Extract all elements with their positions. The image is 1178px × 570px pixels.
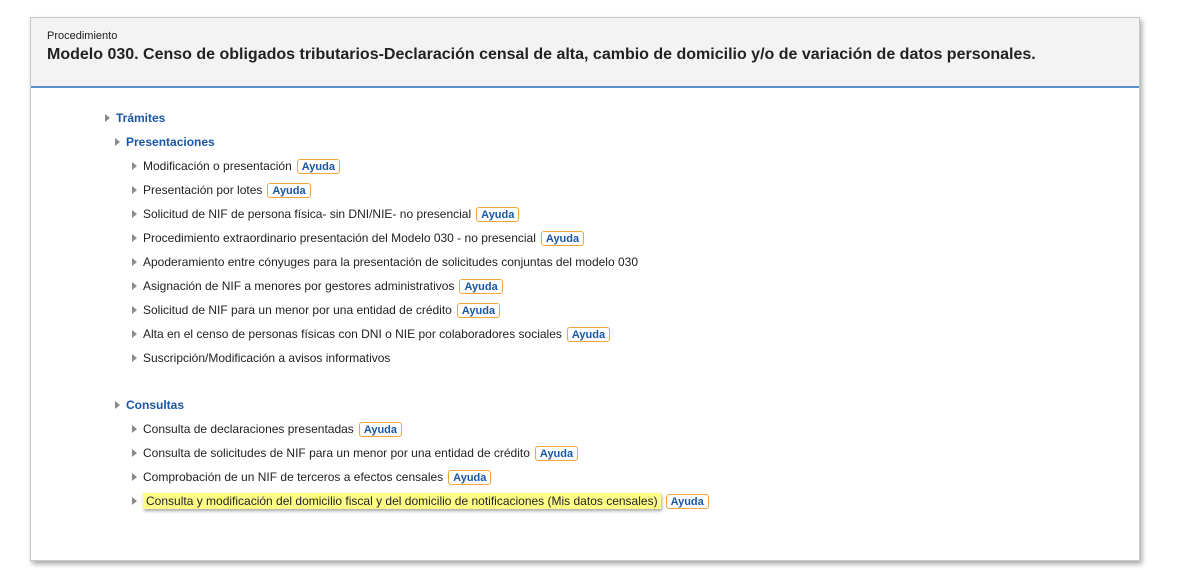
item-link[interactable]: Consulta de declaraciones presentadas xyxy=(143,422,354,436)
caret-right-icon xyxy=(132,234,137,242)
help-badge[interactable]: Ayuda xyxy=(267,183,310,198)
item-link[interactable]: Suscripción/Modificación a avisos informativos xyxy=(143,351,391,365)
list-item-highlighted[interactable] xyxy=(132,491,709,511)
procedure-panel xyxy=(30,17,1140,561)
help-badge[interactable]: Ayuda xyxy=(359,422,402,437)
caret-right-icon xyxy=(132,282,137,290)
tree-node-consultas[interactable] xyxy=(115,395,184,415)
help-badge[interactable]: Ayuda xyxy=(476,207,519,222)
caret-right-icon[interactable] xyxy=(115,401,120,409)
list-item[interactable] xyxy=(132,419,402,439)
list-item[interactable] xyxy=(132,156,340,176)
list-item[interactable] xyxy=(132,348,390,368)
item-link[interactable]: Procedimiento extraordinario presentación del Modelo 030 - no presencial xyxy=(143,231,536,245)
list-item[interactable] xyxy=(132,276,503,296)
caret-right-icon[interactable] xyxy=(105,114,110,122)
caret-right-icon xyxy=(132,330,137,338)
item-link[interactable]: Comprobación de un NIF de terceros a efectos censales xyxy=(143,470,444,484)
help-badge[interactable]: Ayuda xyxy=(459,279,502,294)
caret-right-icon[interactable] xyxy=(115,138,120,146)
item-link[interactable]: Solicitud de NIF de persona física- sin DNI/NIE- no presencial xyxy=(143,207,472,221)
help-badge[interactable]: Ayuda xyxy=(297,159,340,174)
caret-right-icon xyxy=(132,210,137,218)
caret-right-icon xyxy=(132,162,137,170)
tramites-link[interactable]: Trámites xyxy=(116,111,166,125)
item-link[interactable]: Solicitud de NIF para un menor por una entidad de crédito xyxy=(143,303,452,317)
help-badge[interactable]: Ayuda xyxy=(457,303,500,318)
list-item[interactable] xyxy=(132,180,311,200)
panel-header xyxy=(31,18,1139,88)
tree-node-tramites[interactable] xyxy=(105,108,165,128)
caret-right-icon xyxy=(132,354,137,362)
tree-node-presentaciones[interactable] xyxy=(115,132,215,152)
presentaciones-link[interactable]: Presentaciones xyxy=(126,135,215,149)
item-link[interactable]: Modificación o presentación xyxy=(143,159,292,173)
list-item[interactable] xyxy=(132,204,519,224)
item-link[interactable]: Consulta de solicitudes de NIF para un menor por una entidad de crédito xyxy=(143,446,530,460)
page-title: Modelo 030. Censo de obligados tributarios-Declaración censal de alta, cambio de domicilio y/o de variación de datos personales. xyxy=(47,46,1036,63)
help-badge[interactable]: Ayuda xyxy=(448,470,491,485)
help-badge[interactable]: Ayuda xyxy=(666,494,709,509)
help-badge[interactable]: Ayuda xyxy=(535,446,578,461)
list-item[interactable] xyxy=(132,252,638,272)
list-item[interactable] xyxy=(132,467,491,487)
caret-right-icon xyxy=(132,258,137,266)
caret-right-icon xyxy=(132,306,137,314)
list-item[interactable] xyxy=(132,443,578,463)
section-label: Procedimiento xyxy=(47,30,118,42)
list-item[interactable] xyxy=(132,228,584,248)
item-link[interactable]: Asignación de NIF a menores por gestores administrativos xyxy=(143,279,455,293)
caret-right-icon xyxy=(132,497,137,505)
list-item[interactable] xyxy=(132,324,610,344)
consultas-link[interactable]: Consultas xyxy=(126,398,185,412)
list-item[interactable] xyxy=(132,300,500,320)
caret-right-icon xyxy=(132,186,137,194)
caret-right-icon xyxy=(132,473,137,481)
item-link[interactable]: Presentación por lotes xyxy=(143,183,263,197)
help-badge[interactable]: Ayuda xyxy=(567,327,610,342)
item-link[interactable]: Apoderamiento entre cónyuges para la presentación de solicitudes conjuntas del modelo 030 xyxy=(143,255,638,269)
caret-right-icon xyxy=(132,425,137,433)
item-link[interactable]: Alta en el censo de personas físicas con DNI o NIE por colaboradores sociales xyxy=(143,327,562,341)
caret-right-icon xyxy=(132,449,137,457)
help-badge[interactable]: Ayuda xyxy=(541,231,584,246)
mis-datos-censales-link[interactable]: Consulta y modificación del domicilio fiscal y del domicilio de notificaciones (Mis datos censales) xyxy=(143,493,661,509)
